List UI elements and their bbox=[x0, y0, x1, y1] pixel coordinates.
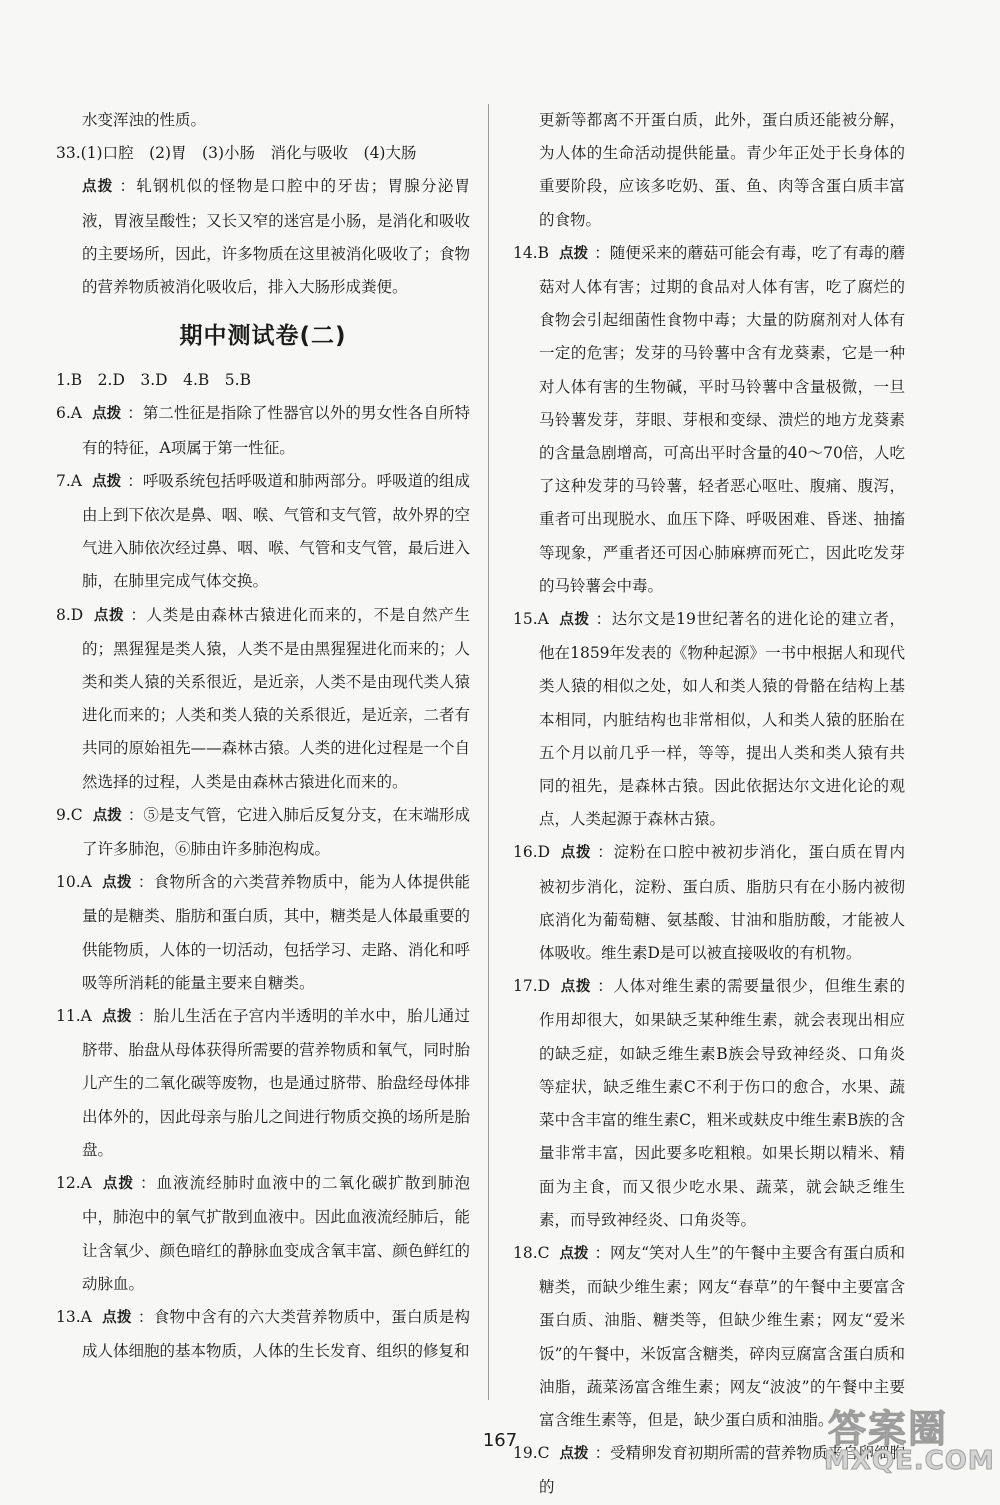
hint-label: 点拨 bbox=[559, 1446, 589, 1463]
left-column bbox=[56, 104, 470, 1368]
item-text: ：人体对维生素的需要量很少，但维生素的作用却很大，如果缺乏某种维生素，就会表现出相应的缺乏症，如缺乏维生素B族会导致神经炎、口角炎等症状，缺乏维生素C不利于伤口的愈合，水果、蔬菜中含丰富的维生素C，粗米或麸皮中维生素B族的含量非常丰富，因此要多吃粗粮。如果长期以精米、精面为主食，而又很少吃水果、蔬菜，就会缺乏维生素，而导致神经炎、口角炎等。 bbox=[539, 977, 905, 1229]
item-text: ：淀粉在口腔中被初步消化，蛋白质在胃内被初步消化，淀粉、蛋白质、脂肪只有在小肠内被彻底消化为葡萄糖、氨基酸、甘油和脂肪酸，才能被人体吸收。维生素D是可以被直接吸收的有机物。 bbox=[539, 843, 905, 963]
answer-item bbox=[56, 866, 470, 1000]
hint-label: 点拨 bbox=[93, 607, 125, 624]
item-number: 6.A bbox=[56, 404, 82, 423]
item-text: ：胎儿生活在子宫内半透明的羊水中，胎儿通过脐带、胎盘从母体获得所需要的营养物质和氧气，同时胎儿产生的二氧化碳等废物，也是通过脐带、胎盘经母体排出体外的，因此母亲与胎儿之间进行物质交换的场所是胎盘。 bbox=[82, 1007, 470, 1159]
item-number: 19.C bbox=[513, 1444, 550, 1463]
item-number: 15.A bbox=[513, 610, 549, 629]
watermark-top-text: 答案圈 bbox=[828, 1407, 949, 1451]
hint-label: 点拨 bbox=[559, 245, 589, 262]
item-number: 10.A bbox=[56, 873, 92, 892]
item-number: 7.A bbox=[56, 471, 82, 490]
hint-label: 点拨 bbox=[91, 406, 122, 423]
answer-item bbox=[513, 970, 905, 1237]
item-number: 8.D bbox=[56, 605, 84, 624]
item-text: ：食物所含的六类营养物质中，能为人体提供能量的是糖类、脂肪和蛋白质，其中，糖类是人体最重要的供能物质，人体的一切活动，包括学习、走路、消化和呼吸等所消耗的能量主要来自糖类。 bbox=[82, 873, 470, 992]
item-number: 16.D bbox=[513, 843, 551, 862]
column-divider bbox=[488, 104, 489, 1400]
item-number: 13.A bbox=[56, 1307, 92, 1326]
answer-item bbox=[56, 599, 470, 799]
q32-tail: 水变浑浊的性质。 bbox=[82, 111, 207, 129]
answer-item bbox=[513, 836, 905, 970]
q33-answer: 33.(1)口腔 (2)胃 (3)小肠 消化与吸收 (4)大肠 bbox=[56, 144, 417, 163]
item-text: ：网友“笑对人生”的午餐中主要含有蛋白质和糖类，而缺少维生素；网友“春草”的午餐中主要富含蛋白质、油脂、糖类等，但缺少维生素；网友“爱米饭”的午餐中，米饭富含糖类，碎肉豆腐富含蛋白质和油脂，蔬菜汤富含维生素；网友“波波”的午餐中主要富含维生素等，但是，缺少蛋白质和油脂。 bbox=[539, 1243, 906, 1429]
answer-item bbox=[56, 465, 470, 599]
hint-label: 点拨 bbox=[92, 807, 122, 824]
page-number: 167 bbox=[482, 1430, 518, 1451]
item-number: 9.C bbox=[56, 805, 83, 824]
mc-answers: 1.B 2.D 3.D 4.B 5.B bbox=[56, 371, 251, 390]
answer-item bbox=[56, 397, 470, 464]
hint-label: 点拨 bbox=[101, 1176, 134, 1193]
item-text: ：血液流经肺时血液中的二氧化碳扩散到肺泡中，肺泡中的氧气扩散到血液中。因此血液流经肺后，能让含氧少、颜色暗红的静脉血变成含氧丰富、颜色鲜红的动脉血。 bbox=[82, 1174, 470, 1293]
right-column bbox=[513, 104, 905, 1505]
item-text: ：呼吸系统包括呼吸道和肺两部分。呼吸道的组成由上到下依次是鼻、咽、喉、气管和支气管，故外界的空气进入肺依次经过鼻、咽、喉、气管和支气管，最后进入肺，在肺里完成气体交换。 bbox=[82, 471, 470, 591]
answer-item bbox=[56, 799, 470, 866]
watermark-logo bbox=[818, 1398, 995, 1478]
q33-hint-text: ：轧钢机似的怪物是口腔中的牙齿；胃腺分泌胃液，胃液呈酸性；又长又窄的迷宫是小肠，是消化和吸收的主要场所，因此，许多物质在这里被消化吸收了；食物的营养物质被消化吸收后，排入大肠形成粪便。 bbox=[82, 177, 470, 297]
item-number: 11.A bbox=[56, 1007, 92, 1026]
answer-item bbox=[56, 1000, 470, 1167]
answer-item bbox=[513, 603, 905, 836]
answer-item bbox=[513, 237, 905, 603]
hint-label: 点拨 bbox=[101, 875, 132, 892]
item-number: 12.A bbox=[56, 1174, 92, 1193]
item-text: ：⑤是支气管，它进入肺后反复分支，在末端形成了许多肺泡，⑥肺由许多肺泡构成。 bbox=[82, 805, 470, 859]
q13-tail: 更新等都离不开蛋白质，此外，蛋白质还能被分解，为人体的生命活动提供能量。青少年正处于长身体的重要阶段，应该多吃奶、蛋、鱼、肉等含蛋白质丰富的食物。 bbox=[539, 111, 905, 229]
item-text: ：受精卵发育初期所需的营养物质来自卵细胞的 bbox=[539, 1444, 906, 1497]
answer-item bbox=[56, 1301, 470, 1368]
item-text: ：人类是由森林古猿进化而来的，不是自然产生的；黑猩猩是类人猿，人类不是由黑猩猩进化而来的；人类和类人猿的关系很近，是近亲，人类不是由现代类人猿进化而来的；人类和类人猿的关系很近，是近亲，二者有共同的原始祖先——森林古猿。人类的进化过程是一个自然选择的过程，人类是由森林古猿进化而来的。 bbox=[82, 605, 470, 791]
hint-label: 点拨 bbox=[560, 979, 592, 996]
watermark-bottom-text: MXQE.COM bbox=[824, 1446, 995, 1476]
hint-label: 点拨 bbox=[91, 473, 122, 490]
hint-label: 点拨 bbox=[101, 1009, 132, 1026]
hint-label: 点拨 bbox=[559, 1245, 589, 1262]
item-number: 14.B bbox=[513, 243, 550, 262]
hint-label: 点拨 bbox=[101, 1309, 132, 1326]
hint-label: 点拨 bbox=[560, 845, 592, 862]
q33-hint bbox=[56, 170, 470, 304]
answer-item bbox=[56, 1167, 470, 1301]
item-number: 17.D bbox=[513, 977, 551, 996]
item-number: 18.C bbox=[513, 1243, 550, 1262]
item-text: ：随便采来的蘑菇可能会有毒，吃了有毒的蘑菇对人体有害；过期的食品对人体有害，吃了腐烂的食物会引起细菌性食物中毒；大量的防腐剂对人体有一定的危害；发芽的马铃薯中含有龙葵素，它是一种对人体有害的生物碱，平时马铃薯中含量极微，一旦马铃薯发芽，芽眼、芽根和变绿、溃烂的地方龙葵素的含量急剧增高，可高出平时含量的40～70倍，人吃了这种发芽的马铃薯，轻者恶心呕吐、腹痛、腹泻，重者可出现脱水、血压下降、呼吸困难、昏迷、抽搐等现象，严重者还可因心肺麻痹而死亡，因此吃发芽的马铃薯会中毒。 bbox=[539, 243, 905, 595]
section-heading: 期中测试卷(二) bbox=[179, 323, 347, 350]
item-text: ：食物中含有的六大类营养物质中，蛋白质是构成人体细胞的基本物质，人体的生长发育、组织的修复和 bbox=[82, 1307, 470, 1361]
item-text: ：达尔文是19世纪著名的进化论的建立者，他在1859年发表的《物种起源》一书中根据人和现代类人猿的相似之处，如人和类人猿的骨骼在结构上基本相同，内脏结构也非常相似，人和类人猿的胚胎在五个月以前几乎一样，等等，提出人类和类人猿有共同的祖先，是森林古猿。因此依据达尔文进化论的观点，人类起源于森林古猿。 bbox=[539, 610, 905, 829]
hint-label: 点拨 bbox=[558, 612, 590, 629]
item-text: ：第二性征是指除了性器官以外的男女性各自所特有的特征，A项属于第一性征。 bbox=[82, 404, 470, 457]
hint-label: 点拨 bbox=[82, 179, 114, 196]
